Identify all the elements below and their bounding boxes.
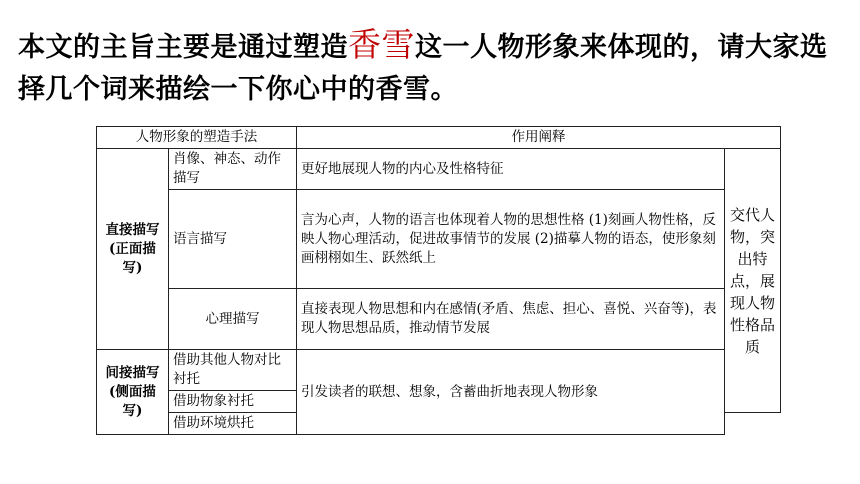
description-methods-table	[96, 126, 781, 435]
table-row	[97, 289, 781, 350]
question-text	[18, 24, 848, 111]
header-method: 人物形象的塑造手法	[97, 127, 297, 149]
method-cell: 心理描写	[169, 289, 297, 350]
method-cell: 语言描写	[169, 190, 297, 289]
effect-cell: 引发读者的联想、想象，含蓄曲折地表现人物形象	[297, 350, 725, 435]
question-part1: 本文的主旨主要是通过塑造	[18, 32, 348, 63]
header-effect: 作用阐释	[297, 127, 781, 149]
method-cell: 借助环境烘托	[169, 413, 297, 435]
method-cell: 肖像、神态、动作描写	[169, 149, 297, 190]
category-direct: 直接描写(正面描写)	[97, 149, 169, 350]
highlight-name: 香雪	[348, 25, 415, 64]
effect-cell: 言为心声，人物的语言也体现着人物的思想性格 (1)刻画人物性格，反映人物心理活动，促进故事情节的发展 (2)描摹人物的语态，使形象刻画栩栩如生、跃然纸上	[297, 190, 725, 289]
question-part2: 这一人物形象来体现的，请大家选择几个词来描绘一下你心中的香雪。	[18, 32, 828, 105]
method-cell: 借助其他人物对比衬托	[169, 350, 297, 391]
table-row	[97, 190, 781, 289]
method-cell: 借助物象衬托	[169, 391, 297, 413]
table-row	[97, 350, 781, 391]
table-header-row	[97, 127, 781, 149]
summary-cell: 交代人物，突出特点，展现人物性格品质	[725, 149, 781, 413]
table-row	[97, 149, 781, 190]
effect-cell: 更好地展现人物的内心及性格特征	[297, 149, 725, 190]
category-indirect: 间接描写(侧面描写)	[97, 350, 169, 435]
effect-cell: 直接表现人物思想和内在感情(矛盾、焦虑、担心、喜悦、兴奋等)，表现人物思想品质，推动情节发展	[297, 289, 725, 350]
